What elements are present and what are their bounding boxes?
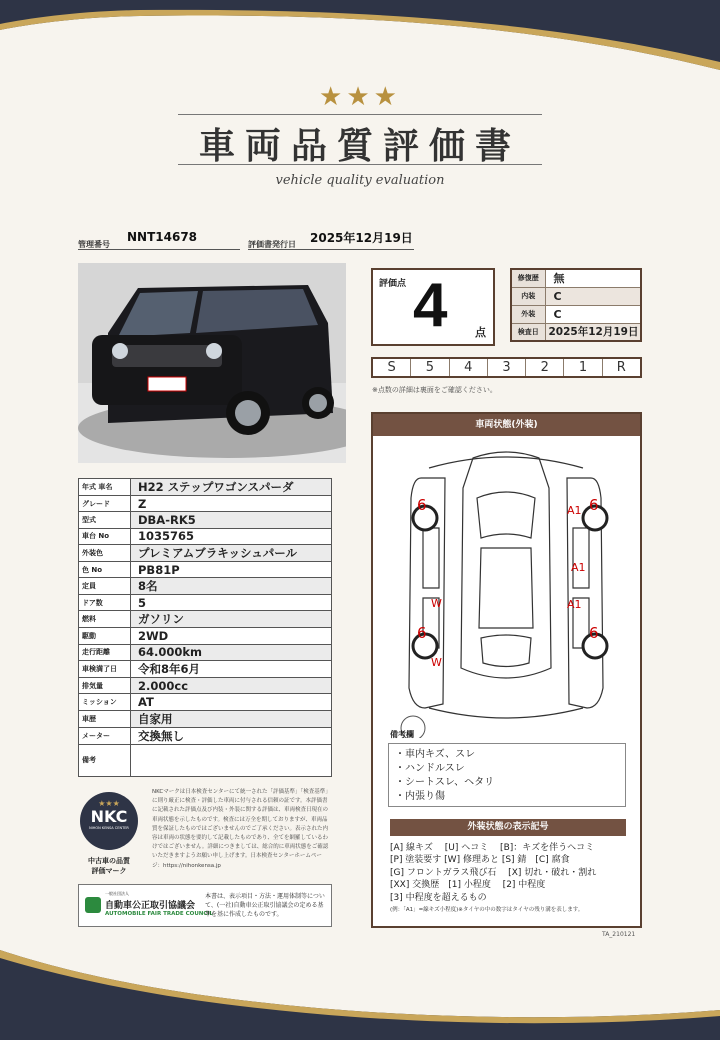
page-title: 車両品質評価書 bbox=[198, 125, 521, 167]
issue-date-label: 評価書発行日 bbox=[248, 240, 296, 249]
spec-value: PB81P bbox=[131, 561, 332, 577]
spec-key: 車台 No bbox=[79, 528, 131, 544]
tyre-depth-front-left: 6 bbox=[417, 496, 427, 514]
issue-date-value: 2025年12月19日 bbox=[310, 231, 413, 245]
nkc-stars: ★★★ bbox=[98, 799, 120, 808]
spec-row bbox=[79, 496, 332, 512]
spec-value: AT bbox=[131, 694, 332, 710]
remark-line: ・内張り傷 bbox=[395, 791, 445, 802]
spec-table bbox=[78, 478, 332, 777]
remark-line: ・シートスレ、ヘタリ bbox=[395, 777, 495, 788]
spec-row bbox=[79, 595, 332, 611]
legend-line: [3] 中程度を超えるもの bbox=[390, 892, 487, 903]
spec-value: 交換無し bbox=[131, 727, 332, 744]
legend-line: [A] 線キズ [U] ヘコミ [B]：キズを伴うヘコミ bbox=[390, 843, 595, 853]
legend-note: (例：「A1」=線キズ小程度)※タイヤの中の数字はタイヤの残り溝を表します。 bbox=[390, 907, 584, 913]
nkc-caption bbox=[80, 856, 138, 876]
spec-key: 外装色 bbox=[79, 544, 131, 561]
grade-value: C bbox=[545, 287, 641, 305]
grade-value: 2025年12月19日 bbox=[545, 323, 641, 341]
council-icon bbox=[85, 897, 101, 913]
council-box bbox=[78, 884, 332, 927]
tyre-icons bbox=[401, 506, 607, 738]
form-id: TA_210121 bbox=[602, 931, 636, 938]
spec-row bbox=[79, 628, 332, 644]
council-text: 本書は、表示項目・方法・運用体制等について、(一社)自動車公正取引協議会の定める基準を基に作成したものです。 bbox=[205, 893, 325, 918]
damage-mark: A1 bbox=[571, 561, 586, 574]
spec-key: ミッション bbox=[79, 694, 131, 710]
damage-mark: A1 bbox=[567, 504, 582, 517]
council-name: 自動車公正取引協議会 bbox=[105, 901, 196, 911]
condition-title: 車両状態(外装) bbox=[373, 414, 640, 436]
spec-row bbox=[79, 644, 332, 660]
grade-value: C bbox=[545, 305, 641, 323]
nkc-logo-sub: NIHON KENSA CENTER bbox=[89, 826, 129, 830]
nkc-logo bbox=[80, 792, 138, 850]
scale-note: ※点数の詳細は裏面をご確認ください。 bbox=[372, 386, 497, 394]
spec-row bbox=[79, 661, 332, 678]
score-scale bbox=[371, 357, 642, 378]
spec-value: ガソリン bbox=[131, 611, 332, 628]
spec-key: 備考 bbox=[79, 744, 131, 776]
spec-value: 自家用 bbox=[131, 710, 332, 727]
nkc-fine-print: NKCマークは日本検査センターにて統一された「評価基準」「検査基準」に則り厳正に検査・評価した車両に付与される信頼の証です。本評価書に記載された評価点及び内装・外装に関する評価は、車両検査日現在の車両状態を示したものです。検査には万全を期しておりますが、車両品質を保証したものではございませんのでご了承ください。表示された内容は車両の状態を要約して記載したものであり、全てを網羅しているわけではございません。詳細につきましては、総合的に車両状態をご確認いただきますようお願い申し上げます。日本検査センターホームページ：https://nihonkensa.jp bbox=[152, 789, 331, 869]
spec-value: 1035765 bbox=[131, 528, 332, 544]
grade-key: 検査日 bbox=[511, 323, 545, 341]
scale-cell: 4 bbox=[450, 359, 488, 376]
spec-row bbox=[79, 512, 332, 528]
vehicle-photo bbox=[78, 263, 346, 463]
grade-row bbox=[511, 323, 641, 341]
spec-row bbox=[79, 561, 332, 577]
grade-row bbox=[511, 287, 641, 305]
spec-key: ドア数 bbox=[79, 595, 131, 611]
spec-key: 排気量 bbox=[79, 678, 131, 694]
spec-row bbox=[79, 578, 332, 595]
spec-value: 令和8年6月 bbox=[131, 661, 332, 678]
scale-cell: 5 bbox=[411, 359, 449, 376]
scale-cell: 3 bbox=[488, 359, 526, 376]
page-subtitle: vehicle quality evaluation bbox=[275, 173, 445, 188]
legend-list bbox=[390, 842, 630, 904]
council-en: AUTOMOBILE FAIR TRADE COUNCIL bbox=[105, 911, 213, 917]
score-value: 4 bbox=[413, 271, 448, 340]
scale-cell: R bbox=[616, 360, 626, 375]
tyre-depth-front-right: 6 bbox=[589, 496, 599, 514]
spec-row bbox=[79, 727, 332, 744]
spec-row bbox=[79, 710, 332, 727]
spec-key: メーター bbox=[79, 727, 131, 744]
score-box bbox=[371, 268, 495, 346]
spec-key: 年式 車名 bbox=[79, 479, 131, 496]
spec-row bbox=[79, 479, 332, 496]
nkc-logo-text: NKC bbox=[90, 807, 128, 826]
top-frame-ornament bbox=[0, 0, 720, 70]
remarks-label: 備考欄 bbox=[390, 730, 414, 739]
spec-value: H22 ステップワゴンスパーダ bbox=[131, 479, 332, 496]
scale-cell: 1 bbox=[564, 359, 602, 376]
grade-table bbox=[510, 268, 642, 342]
spec-key: 車検満了日 bbox=[79, 661, 131, 678]
grade-value: 無 bbox=[545, 269, 641, 287]
grade-row bbox=[511, 269, 641, 287]
spec-value: 64.000km bbox=[131, 644, 332, 660]
grade-key: 内装 bbox=[511, 287, 545, 305]
legend-line: [G] フロントガラス飛び石 [X] 切れ・破れ・割れ bbox=[390, 867, 597, 878]
spec-value: 5 bbox=[131, 595, 332, 611]
spec-key: 色 No bbox=[79, 561, 131, 577]
title-stars: ★★★ bbox=[319, 82, 401, 112]
tyre-depth-rear-right: 6 bbox=[589, 624, 599, 642]
grade-key: 修復歴 bbox=[511, 269, 545, 287]
damage-mark: A1 bbox=[567, 598, 582, 611]
spec-value bbox=[131, 744, 332, 776]
spec-value: Z bbox=[131, 496, 332, 512]
spec-row bbox=[79, 544, 332, 561]
spec-value: プレミアムブラキッシュパール bbox=[131, 544, 332, 561]
score-unit: 点 bbox=[475, 326, 486, 339]
remarks-box bbox=[388, 743, 626, 807]
damage-mark: W bbox=[431, 597, 442, 610]
spec-row bbox=[79, 744, 332, 776]
spec-row bbox=[79, 678, 332, 694]
mgmt-number-value: NNT14678 bbox=[127, 230, 198, 244]
scale-cell: S bbox=[373, 359, 411, 376]
damage-mark: W bbox=[431, 656, 442, 669]
nkc-caption-line: 中古車の品質 bbox=[88, 857, 130, 865]
grade-key: 外装 bbox=[511, 305, 545, 323]
issue-underline bbox=[248, 249, 414, 250]
legend-title: 外装状態の表示記号 bbox=[390, 819, 626, 836]
spec-value: 2WD bbox=[131, 628, 332, 644]
car-diagram bbox=[373, 438, 640, 738]
scale-cell: 2 bbox=[526, 359, 564, 376]
spec-key: 型式 bbox=[79, 512, 131, 528]
spec-value: 2.000cc bbox=[131, 678, 332, 694]
mgmt-number-label: 管理番号 bbox=[78, 240, 110, 249]
legend-line: [XX] 交換歴 [1] 小程度 [2] 中程度 bbox=[390, 880, 546, 891]
spec-value: 8名 bbox=[131, 578, 332, 595]
spec-row bbox=[79, 528, 332, 544]
spec-key: 駆動 bbox=[79, 628, 131, 644]
spec-key: 走行距離 bbox=[79, 644, 131, 660]
remark-line: ・ハンドルスレ bbox=[395, 763, 465, 774]
spec-row bbox=[79, 611, 332, 628]
title-rule-top bbox=[178, 114, 542, 115]
legend-line: [P] 塗装要す [W] 修理あと [S] 錆 [C] 腐食 bbox=[390, 855, 570, 866]
score-label: 評価点 bbox=[379, 279, 407, 289]
tyre-depth-rear-left: 6 bbox=[417, 624, 427, 642]
spec-row bbox=[79, 694, 332, 710]
grade-row bbox=[511, 305, 641, 323]
mgmt-underline bbox=[78, 249, 240, 250]
council-small: 一般社団法人 bbox=[105, 891, 129, 896]
spec-key: 燃料 bbox=[79, 611, 131, 628]
spec-key: 定員 bbox=[79, 578, 131, 595]
spec-key: グレード bbox=[79, 496, 131, 512]
spec-key: 車歴 bbox=[79, 710, 131, 727]
bottom-frame-ornament bbox=[0, 950, 720, 1040]
spec-value: DBA-RK5 bbox=[131, 512, 332, 528]
nkc-caption-line: 評価マーク bbox=[91, 867, 127, 875]
remark-line: ・車内キズ、スレ bbox=[395, 749, 476, 760]
